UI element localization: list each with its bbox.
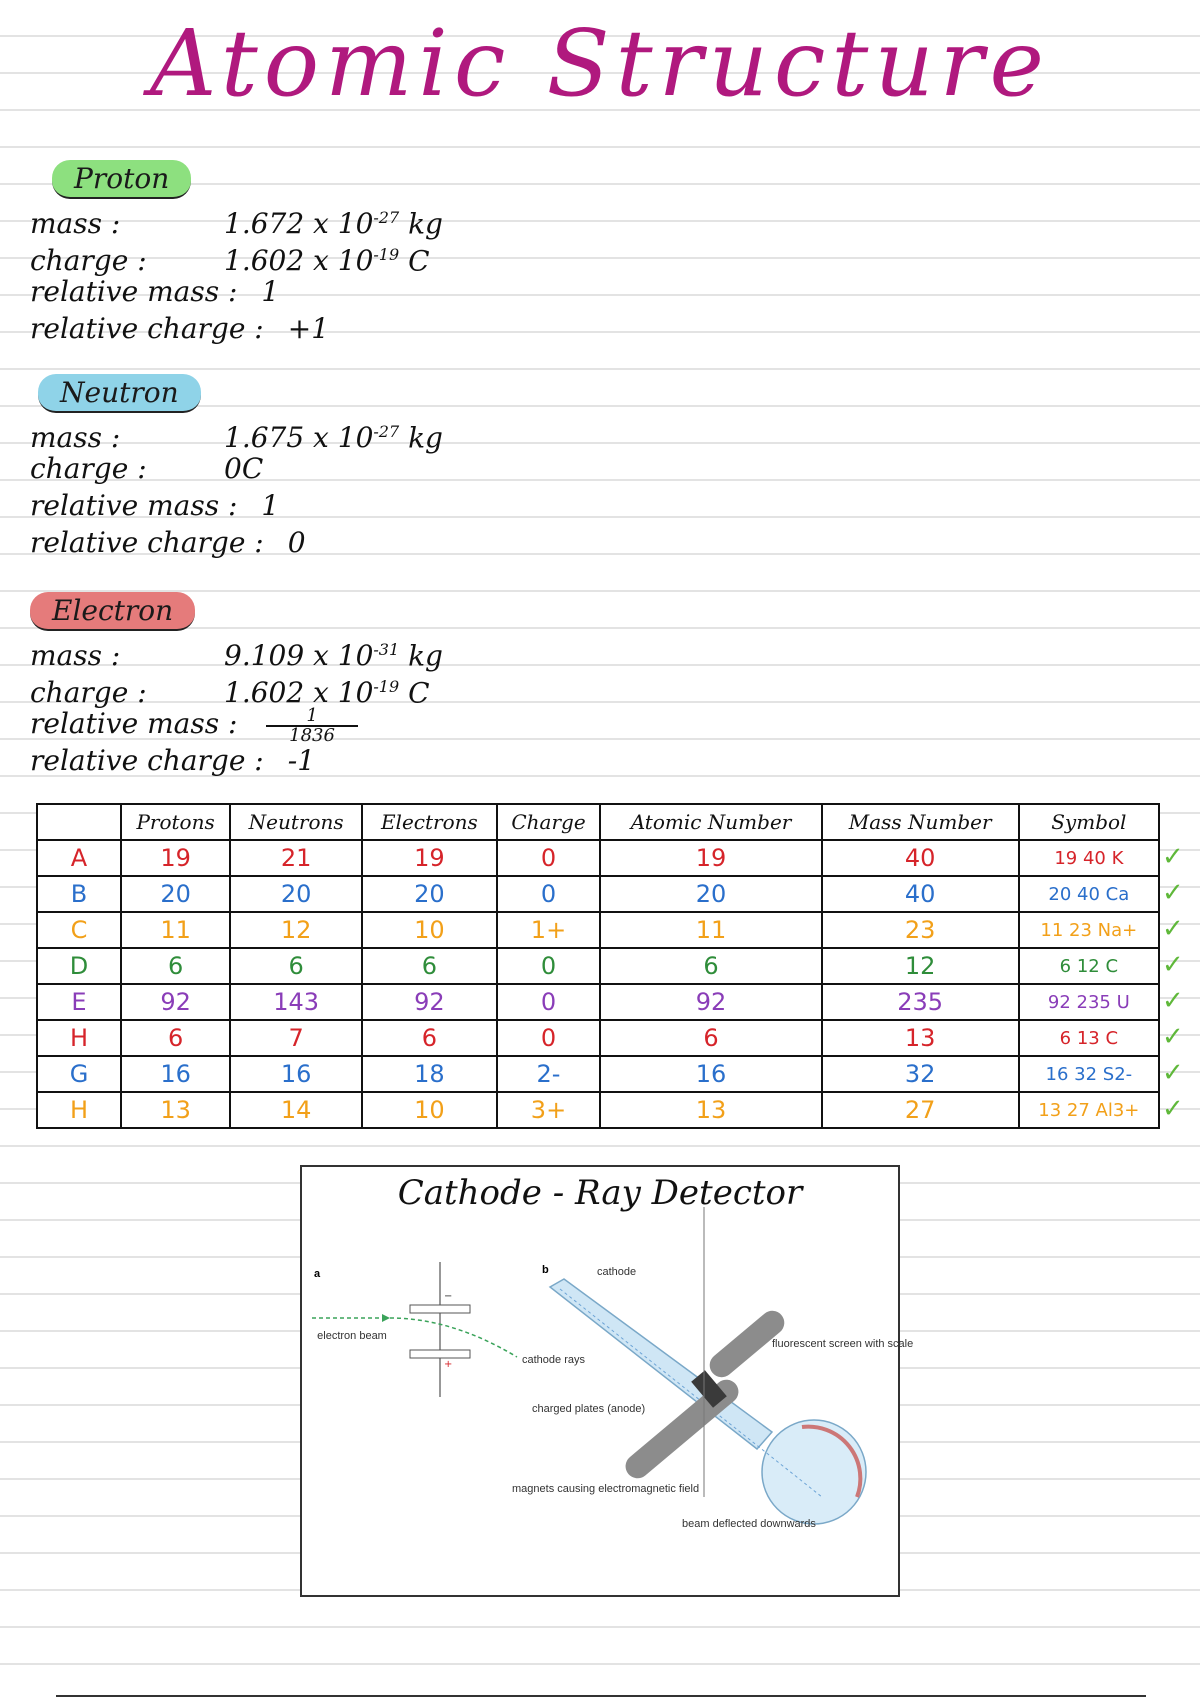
rel-mass-fraction: $\frac{1}{1836}$ <box>266 707 357 745</box>
cell-symbol: 6 12 C <box>1019 948 1159 984</box>
check-mark-icon: ✓ <box>1162 842 1184 872</box>
row-label: G <box>37 1056 121 1092</box>
table-header-row <box>37 804 1159 840</box>
top-plate <box>410 1305 470 1313</box>
electron-rel-mass-line: relative mass : $\frac{1}{1836}$ <box>30 705 730 742</box>
header-cell <box>37 804 121 840</box>
cell-charge: 0 <box>497 840 601 876</box>
cell-mass: 27 <box>822 1092 1019 1128</box>
cell-neutrons: 6 <box>230 948 362 984</box>
electron-charge-line: charge : 1.602 x $10^{-19}$ C <box>30 676 430 710</box>
neutron-mass-line: mass : 1.675 x $10^{-27}$ kg <box>30 421 443 455</box>
bottom-plate <box>410 1350 470 1358</box>
neutron-rel-mass-line: relative mass : 1 <box>30 489 280 522</box>
table-row <box>37 876 1159 912</box>
cell-charge: 3+ <box>497 1092 601 1128</box>
cathode-label: cathode <box>597 1266 637 1278</box>
row-label: D <box>37 948 121 984</box>
cell-electrons: 18 <box>362 1056 496 1092</box>
cell-atomic: 20 <box>600 876 821 912</box>
cell-mass: 40 <box>822 840 1019 876</box>
cell-mass: 40 <box>822 876 1019 912</box>
bottom-rule <box>56 1695 1146 1697</box>
check-mark-icon: ✓ <box>1162 914 1184 944</box>
table-row <box>37 948 1159 984</box>
cell-electrons: 6 <box>362 948 496 984</box>
proton-charge-line: charge : 1.602 x $10^{-19}$ C <box>30 244 430 278</box>
cell-charge: 1+ <box>497 912 601 948</box>
cell-atomic: 19 <box>600 840 821 876</box>
cell-atomic: 13 <box>600 1092 821 1128</box>
header-cell: Symbol <box>1019 804 1159 840</box>
neutron-section <box>30 374 730 561</box>
screen-bulb <box>762 1420 866 1524</box>
particle-table <box>36 803 1160 1129</box>
check-mark-icon: ✓ <box>1162 1022 1184 1052</box>
cell-charge: 0 <box>497 984 601 1020</box>
cell-mass: 12 <box>822 948 1019 984</box>
diagram-illustration <box>302 1167 914 1595</box>
row-label: H <box>37 1020 121 1056</box>
check-mark-icon: ✓ <box>1162 878 1184 908</box>
cell-atomic: 6 <box>600 1020 821 1056</box>
charged-plates-label: charged plates (anode) <box>532 1403 646 1415</box>
svg-text:−: − <box>444 1291 453 1302</box>
cell-protons: 92 <box>121 984 230 1020</box>
cell-electrons: 92 <box>362 984 496 1020</box>
row-label: B <box>37 876 121 912</box>
cell-neutrons: 12 <box>230 912 362 948</box>
row-label: E <box>37 984 121 1020</box>
table-row <box>37 912 1159 948</box>
header-cell: Protons <box>121 804 230 840</box>
cell-neutrons: 143 <box>230 984 362 1020</box>
cell-symbol: 13 27 Al3+ <box>1019 1092 1159 1128</box>
cell-atomic: 16 <box>600 1056 821 1092</box>
row-label: A <box>37 840 121 876</box>
cell-atomic: 11 <box>600 912 821 948</box>
cell-charge: 2- <box>497 1056 601 1092</box>
panel-b-label: b <box>542 1264 549 1276</box>
header-cell: Atomic Number <box>600 804 821 840</box>
svg-text:+: + <box>444 1359 453 1370</box>
cell-electrons: 10 <box>362 912 496 948</box>
cell-mass: 23 <box>822 912 1019 948</box>
cell-neutrons: 7 <box>230 1020 362 1056</box>
table-row <box>37 840 1159 876</box>
cathode-ray-diagram <box>300 1165 914 1597</box>
check-mark-icon: ✓ <box>1162 1058 1184 1088</box>
neutron-charge-line: charge : 0C <box>30 452 264 485</box>
cell-symbol: 16 32 S2- <box>1019 1056 1159 1092</box>
cell-mass: 13 <box>822 1020 1019 1056</box>
cell-neutrons: 14 <box>230 1092 362 1128</box>
cell-electrons: 19 <box>362 840 496 876</box>
proton-mass-line: mass : 1.672 x $10^{-27}$ kg <box>30 207 443 241</box>
cell-protons: 20 <box>121 876 230 912</box>
cell-electrons: 10 <box>362 1092 496 1128</box>
check-mark-icon: ✓ <box>1162 950 1184 980</box>
cell-protons: 19 <box>121 840 230 876</box>
cathode-rays-label: cathode rays <box>522 1354 585 1366</box>
table-row <box>37 1092 1159 1128</box>
electron-rel-charge-line: relative charge : -1 <box>30 744 316 777</box>
check-mark-icon: ✓ <box>1162 986 1184 1016</box>
cell-charge: 0 <box>497 876 601 912</box>
cell-protons: 13 <box>121 1092 230 1128</box>
cell-protons: 11 <box>121 912 230 948</box>
neutron-badge: Neutron <box>38 374 201 413</box>
neutron-rel-charge-line: relative charge : 0 <box>30 526 306 559</box>
cell-atomic: 6 <box>600 948 821 984</box>
page-title: Atomic Structure <box>149 10 1050 117</box>
cell-symbol: 20 40 Ca <box>1019 876 1159 912</box>
table-row <box>37 1056 1159 1092</box>
cell-protons: 16 <box>121 1056 230 1092</box>
cell-charge: 0 <box>497 1020 601 1056</box>
proton-section <box>30 160 730 347</box>
header-cell: Electrons <box>362 804 496 840</box>
cell-symbol: 11 23 Na+ <box>1019 912 1159 948</box>
beam-arrow <box>382 1314 390 1322</box>
cell-symbol: 19 40 K <box>1019 840 1159 876</box>
cell-neutrons: 16 <box>230 1056 362 1092</box>
proton-rel-charge-line: relative charge : +1 <box>30 312 330 345</box>
cell-atomic: 92 <box>600 984 821 1020</box>
row-label: C <box>37 912 121 948</box>
cell-charge: 0 <box>497 948 601 984</box>
cell-symbol: 92 235 U <box>1019 984 1159 1020</box>
panel-a-label: a <box>314 1268 321 1280</box>
header-cell: Neutrons <box>230 804 362 840</box>
table-row <box>37 984 1159 1020</box>
screen-label: fluorescent screen with scale <box>772 1338 914 1350</box>
cell-protons: 6 <box>121 948 230 984</box>
row-label: H <box>37 1092 121 1128</box>
magnets-label: magnets causing electromagnetic field <box>512 1483 700 1495</box>
header-cell: Mass Number <box>822 804 1019 840</box>
header-cell: Charge <box>497 804 601 840</box>
electron-beam-label: electron beam <box>317 1330 387 1342</box>
cell-neutrons: 21 <box>230 840 362 876</box>
electron-badge: Electron <box>30 592 195 631</box>
cell-mass: 235 <box>822 984 1019 1020</box>
table-row <box>37 1020 1159 1056</box>
proton-rel-mass-line: relative mass : 1 <box>30 275 280 308</box>
cell-symbol: 6 13 C <box>1019 1020 1159 1056</box>
cell-neutrons: 20 <box>230 876 362 912</box>
proton-badge: Proton <box>52 160 191 199</box>
electron-section <box>30 592 730 779</box>
cell-electrons: 20 <box>362 876 496 912</box>
cell-protons: 6 <box>121 1020 230 1056</box>
check-mark-icon: ✓ <box>1162 1094 1184 1124</box>
cell-mass: 32 <box>822 1056 1019 1092</box>
beam-deflected-label: beam deflected downwards <box>682 1518 816 1530</box>
cell-electrons: 6 <box>362 1020 496 1056</box>
electron-mass-line: mass : 9.109 x $10^{-31}$ kg <box>30 639 443 673</box>
diagram-title: Cathode - Ray Detector <box>397 1173 803 1213</box>
